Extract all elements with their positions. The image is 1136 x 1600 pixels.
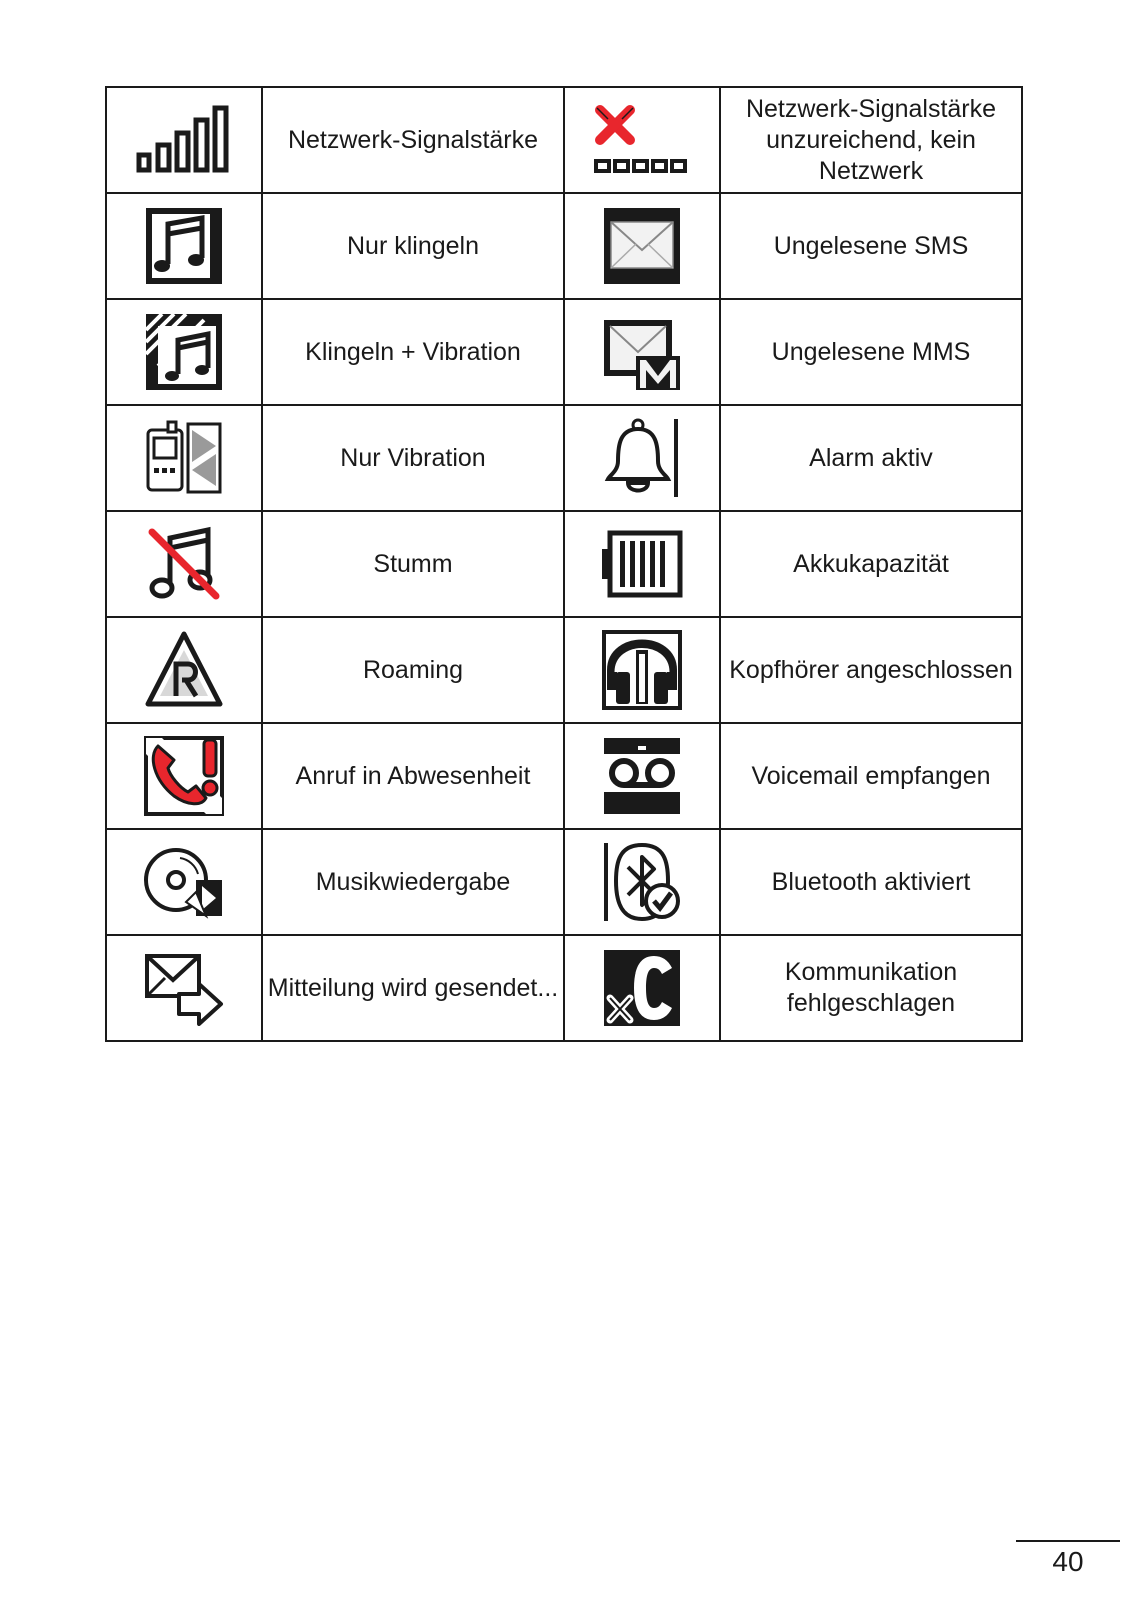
description-cell: Netzwerk-Signalstärke — [262, 87, 564, 193]
message-sending-icon — [143, 950, 225, 1026]
table-row — [106, 193, 1022, 299]
icon-cell — [106, 617, 262, 723]
footer-rule — [1016, 1540, 1120, 1542]
icon-cell — [564, 87, 720, 193]
description-cell: Ungelesene SMS — [720, 193, 1022, 299]
roaming-icon — [144, 630, 224, 710]
description-cell: Roaming — [262, 617, 564, 723]
icon-cell — [106, 193, 262, 299]
table-row — [106, 617, 1022, 723]
description-cell: Anruf in Abwesenheit — [262, 723, 564, 829]
no-network-icon — [592, 102, 692, 178]
description-cell: Mitteilung wird gesendet... — [262, 935, 564, 1041]
bluetooth-icon — [602, 841, 682, 923]
table-row — [106, 299, 1022, 405]
unread-sms-icon — [602, 206, 682, 286]
table-row — [106, 829, 1022, 935]
icon-cell — [564, 829, 720, 935]
description-cell: Klingeln + Vibration — [262, 299, 564, 405]
description-cell: Alarm aktiv — [720, 405, 1022, 511]
icon-cell — [106, 723, 262, 829]
page-number: 40 — [1052, 1546, 1084, 1577]
icon-cell — [106, 87, 262, 193]
headphones-icon — [602, 630, 682, 710]
description-cell: Nur Vibration — [262, 405, 564, 511]
icon-cell — [564, 511, 720, 617]
icon-cell — [106, 829, 262, 935]
icon-cell — [564, 723, 720, 829]
ring-only-icon — [144, 206, 224, 286]
voicemail-icon — [602, 736, 682, 816]
vibrate-only-icon — [144, 420, 224, 496]
table-row — [106, 405, 1022, 511]
description-cell: Ungelesene MMS — [720, 299, 1022, 405]
music-playback-icon — [144, 844, 224, 920]
icon-cell — [106, 299, 262, 405]
description-cell: Kopfhörer angeschlossen — [720, 617, 1022, 723]
description-cell: Voicemail empfangen — [720, 723, 1022, 829]
description-cell: Netzwerk-Signalstärke unzureichend, kein Netzwerk — [720, 87, 1022, 193]
table-row — [106, 723, 1022, 829]
description-cell: Musikwiedergabe — [262, 829, 564, 935]
unread-mms-icon — [602, 312, 682, 392]
description-cell: Kommunikation fehlgeschlagen — [720, 935, 1022, 1041]
communication-failed-icon — [602, 948, 682, 1028]
description-cell: Bluetooth aktiviert — [720, 829, 1022, 935]
alarm-bell-icon — [602, 417, 682, 499]
ring-vibrate-icon — [144, 312, 224, 392]
status-icon-table — [105, 86, 1023, 1042]
table-row — [106, 87, 1022, 193]
icon-cell — [106, 935, 262, 1041]
description-cell: Nur klingeln — [262, 193, 564, 299]
icon-cell — [564, 193, 720, 299]
icon-cell — [564, 405, 720, 511]
mute-icon — [144, 524, 224, 604]
missed-call-icon — [144, 736, 224, 816]
icon-cell — [106, 405, 262, 511]
table-row — [106, 511, 1022, 617]
table-row — [106, 935, 1022, 1041]
description-cell: Stumm — [262, 511, 564, 617]
icon-cell — [564, 617, 720, 723]
description-cell: Akkukapazität — [720, 511, 1022, 617]
battery-icon — [600, 529, 684, 599]
icon-cell — [564, 935, 720, 1041]
icon-cell — [106, 511, 262, 617]
icon-cell — [564, 299, 720, 405]
signal-strength-icon — [134, 105, 234, 175]
